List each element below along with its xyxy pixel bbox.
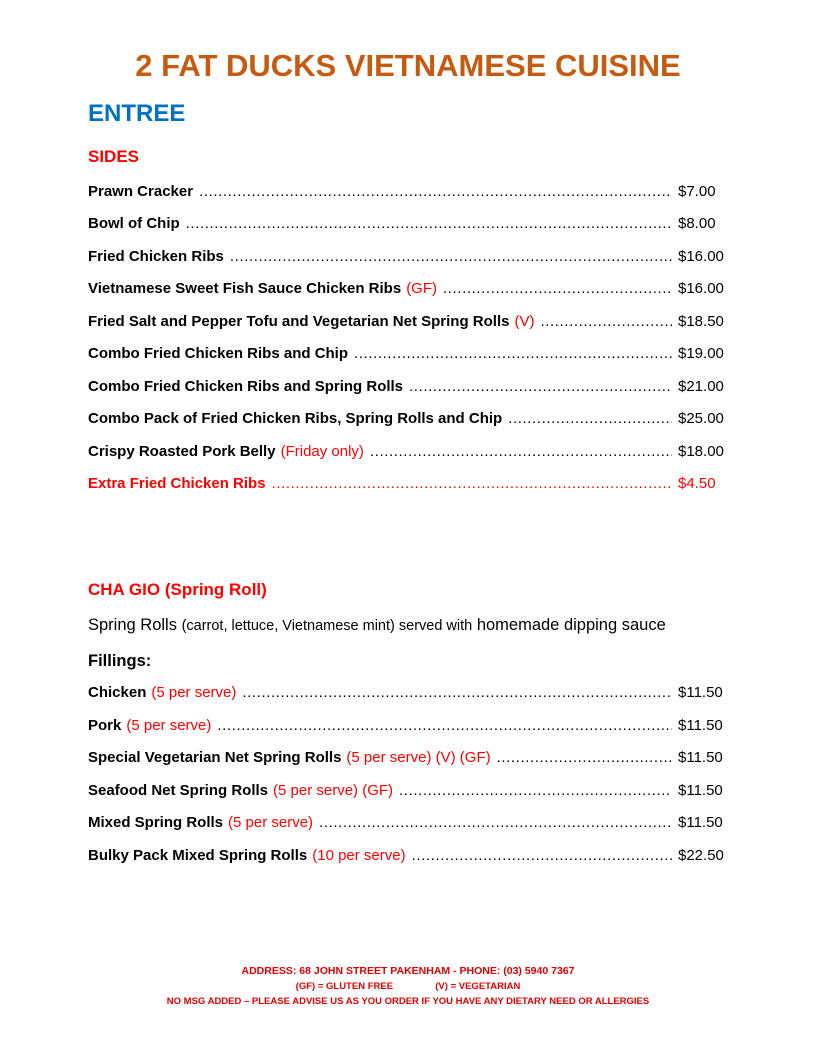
item-name: Extra Fried Chicken Ribs [88,475,266,492]
item-note: (Friday only) [280,443,364,460]
menu-item [88,408,728,430]
menu-item [88,311,728,333]
dot-leader [199,181,672,203]
menu-item [88,845,728,867]
sides-heading: SIDES [88,147,140,166]
item-price: $4.50 [678,475,716,492]
menu-item [88,278,728,300]
dot-leader [497,747,672,769]
section-title-entree: ENTREE [88,100,186,127]
item-name: Bulky Pack Mixed Spring Rolls [88,847,308,864]
item-name: Chicken [88,684,147,701]
item-price: $11.50 [678,749,723,766]
item-name: Special Vegetarian Net Spring Rolls [88,749,342,766]
menu-item [88,376,728,398]
item-price: $21.00 [678,378,724,395]
item-name: Combo Fried Chicken Ribs and Chip [88,345,349,362]
item-price: $25.00 [678,410,724,427]
item-price: $8.00 [678,215,716,232]
item-note: (5 per serve) (GF) [273,782,394,799]
item-price: $11.50 [678,782,723,799]
menu-item [88,747,728,769]
item-name: Mixed Spring Rolls [88,814,224,831]
item-name: Seafood Net Spring Rolls [88,782,269,799]
item-price: $18.50 [678,313,724,330]
dot-leader [319,812,672,834]
menu-item [88,441,728,463]
menu-item [88,715,728,737]
item-note: (10 per serve) [312,847,406,864]
dot-leader [443,278,672,300]
desc-end: homemade dipping sauce [476,616,666,634]
item-name: Fried Salt and Pepper Tofu and Vegetarian Net Spring Rolls [88,313,510,330]
dot-leader [217,715,672,737]
dot-leader [370,441,672,463]
item-name: Fried Chicken Ribs [88,248,224,265]
dot-leader [354,343,672,365]
item-price: $11.50 [678,814,723,831]
item-name: Crispy Roasted Pork Belly [88,443,276,460]
fillings-label: Fillings: [88,652,152,670]
footer-address: ADDRESS: 68 JOHN STREET PAKENHAM - PHONE: (03) 5940 7367 [241,965,575,977]
dot-leader [399,780,672,802]
desc-start: Spring Rolls [88,616,177,634]
item-note: (5 per serve) [228,814,314,831]
menu-item [88,246,728,268]
desc-middle: (carrot, lettuce, Vietnamese mint) served with [181,618,473,634]
item-price: $11.50 [678,684,723,701]
item-note: (5 per serve) (V) (GF) [346,749,491,766]
item-name: Prawn Cracker [88,183,194,200]
dot-leader [508,408,672,430]
item-price: $7.00 [678,183,716,200]
item-name: Combo Fried Chicken Ribs and Spring Rolls [88,378,404,395]
footer-legend: (GF) = GLUTEN FREE (V) = VEGETARIAN [295,981,521,992]
item-note: (5 per serve) [151,684,237,701]
spring-roll-description [88,614,666,637]
item-name: Combo Pack of Fried Chicken Ribs, Spring Rolls and Chip [88,410,503,427]
item-price: $22.50 [678,847,724,864]
menu-item [88,682,728,704]
item-name: Pork [88,717,122,734]
menu-item-extra [88,473,728,495]
item-price: $16.00 [678,280,724,297]
item-price: $11.50 [678,717,723,734]
dot-leader [540,311,672,333]
item-note: (GF) [406,280,438,297]
menu-item [88,812,728,834]
dot-leader [230,246,672,268]
item-name: Vietnamese Sweet Fish Sauce Chicken Ribs [88,280,402,297]
item-note: (V) [514,313,535,330]
menu-item [88,780,728,802]
item-note: (5 per serve) [126,717,212,734]
dot-leader [242,682,672,704]
menu-item [88,343,728,365]
menu-item [88,181,728,203]
dot-leader [412,845,672,867]
item-price: $16.00 [678,248,724,265]
item-price: $18.00 [678,443,724,460]
dot-leader [186,213,672,235]
cha-gio-heading: CHA GIO (Spring Roll) [88,580,267,599]
dot-leader [272,473,672,495]
footer-notice: NO MSG ADDED – PLEASE ADVISE US AS YOU ORDER IF YOU HAVE ANY DIETARY NEED OR ALLERGIES [166,996,650,1007]
dot-leader [409,376,672,398]
item-name: Bowl of Chip [88,215,180,232]
restaurant-title: 2 FAT DUCKS VIETNAMESE CUISINE [135,48,681,83]
menu-item [88,213,728,235]
item-price: $19.00 [678,345,724,362]
